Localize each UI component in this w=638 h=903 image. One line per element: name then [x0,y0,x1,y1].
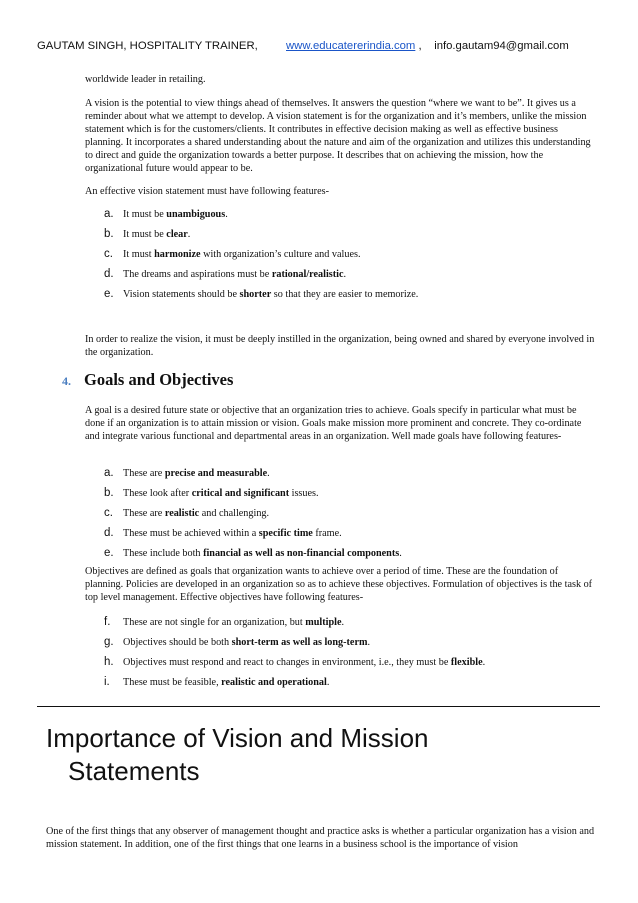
list-item: c. It must harmonize with organization’s culture and values. [104,248,361,260]
goals-definition: A goal is a desired future state or objective that an organization tries to achieve. Goals specify in particular what must be done if an organization is to attain mission or vision. Goals make mission more prominent and concrete. They co-ordinate and integrate various functional and departmental areas in an organization. Well made goals have following features- [85,405,582,442]
list-marker: g. [104,636,114,648]
list-item: d. These must be achieved within a specific time frame. [104,527,342,539]
list-item: a. These are precise and measurable. [104,467,270,479]
list-marker: c. [104,248,113,260]
importance-heading-line2: Statements [68,756,200,786]
list-item: b. It must be clear. [104,228,191,240]
list-marker: b. [104,487,114,499]
section-divider [37,706,600,707]
list-item: e. These include both financial as well as non-financial components. [104,547,402,559]
page-header [37,40,617,52]
vision-features-intro: An effective vision statement must have following features- [85,186,329,197]
importance-heading [46,722,429,788]
list-item: i. These must be feasible, realistic and operational. [104,676,330,688]
list-marker: h. [104,656,114,668]
section-title: Goals and Objectives [84,370,234,389]
list-marker: e. [104,547,114,559]
header-website-link[interactable]: www.educatererindia.com [286,40,416,52]
vision-realize: In order to realize the vision, it must be deeply instilled in the organization, being owned and shared by everyone involved in the organization. [85,334,595,358]
list-marker: e. [104,288,114,300]
importance-heading-line1: Importance of Vision and Mission [46,723,429,753]
list-marker: a. [104,208,114,220]
list-item: f. These are not single for an organization, but multiple. [104,616,345,628]
vision-intro-tail: worldwide leader in retailing. [85,74,206,85]
list-item: b. These look after critical and significant issues. [104,487,319,499]
list-item: c. These are realistic and challenging. [104,507,270,519]
section-heading [62,370,233,390]
header-separator: , [415,40,422,52]
list-marker: c. [104,507,113,519]
list-marker: d. [104,268,114,280]
importance-paragraph: One of the first things that any observer of management thought and practice asks is whether a particular organization has a vision and mission statement. In addition, one of the first things that one learns in a business school is the importance of vision [46,826,595,850]
vision-definition: A vision is the potential to view things ahead of themselves. It answers the question “where we want to be”. It gives us a reminder about what we attempt to develop. A vision statement is for the organization and it’s members, unlike the mission statement which is for the customers/clients. It contributes in effective decision making as well as effective business planning. It incorporates a shared understanding about the nature and aim of the organization and utilizes this understanding to direct and guide the organization towards a better purpose. It describes that on achieving the mission, how the organizational future would appear to be. [85,98,591,174]
list-marker: i. [104,676,110,688]
objectives-definition: Objectives are defined as goals that organization wants to achieve over a period of time. These are the foundation of planning. Policies are developed in an organization so as to achieve these objectives. Formulation of objectives is the task of top level management. Effective objectives have following features- [85,566,593,603]
list-item: a. It must be unambiguous. [104,208,228,220]
list-item: h. Objectives must respond and react to changes in environment, i.e., they must be flexible. [104,656,486,668]
list-marker: d. [104,527,114,539]
list-marker: f. [104,616,111,628]
header-author: GAUTAM SINGH, HOSPITALITY TRAINER, [37,40,258,52]
list-item: d. The dreams and aspirations must be rational/realistic. [104,268,347,280]
header-email: info.gautam94@gmail.com [434,40,569,52]
list-item: e. Vision statements should be shorter so that they are easier to memorize. [104,288,419,300]
list-marker: b. [104,228,114,240]
list-marker: a. [104,467,114,479]
section-number: 4. [62,374,71,388]
list-item: g. Objectives should be both short-term as well as long-term. [104,636,370,648]
